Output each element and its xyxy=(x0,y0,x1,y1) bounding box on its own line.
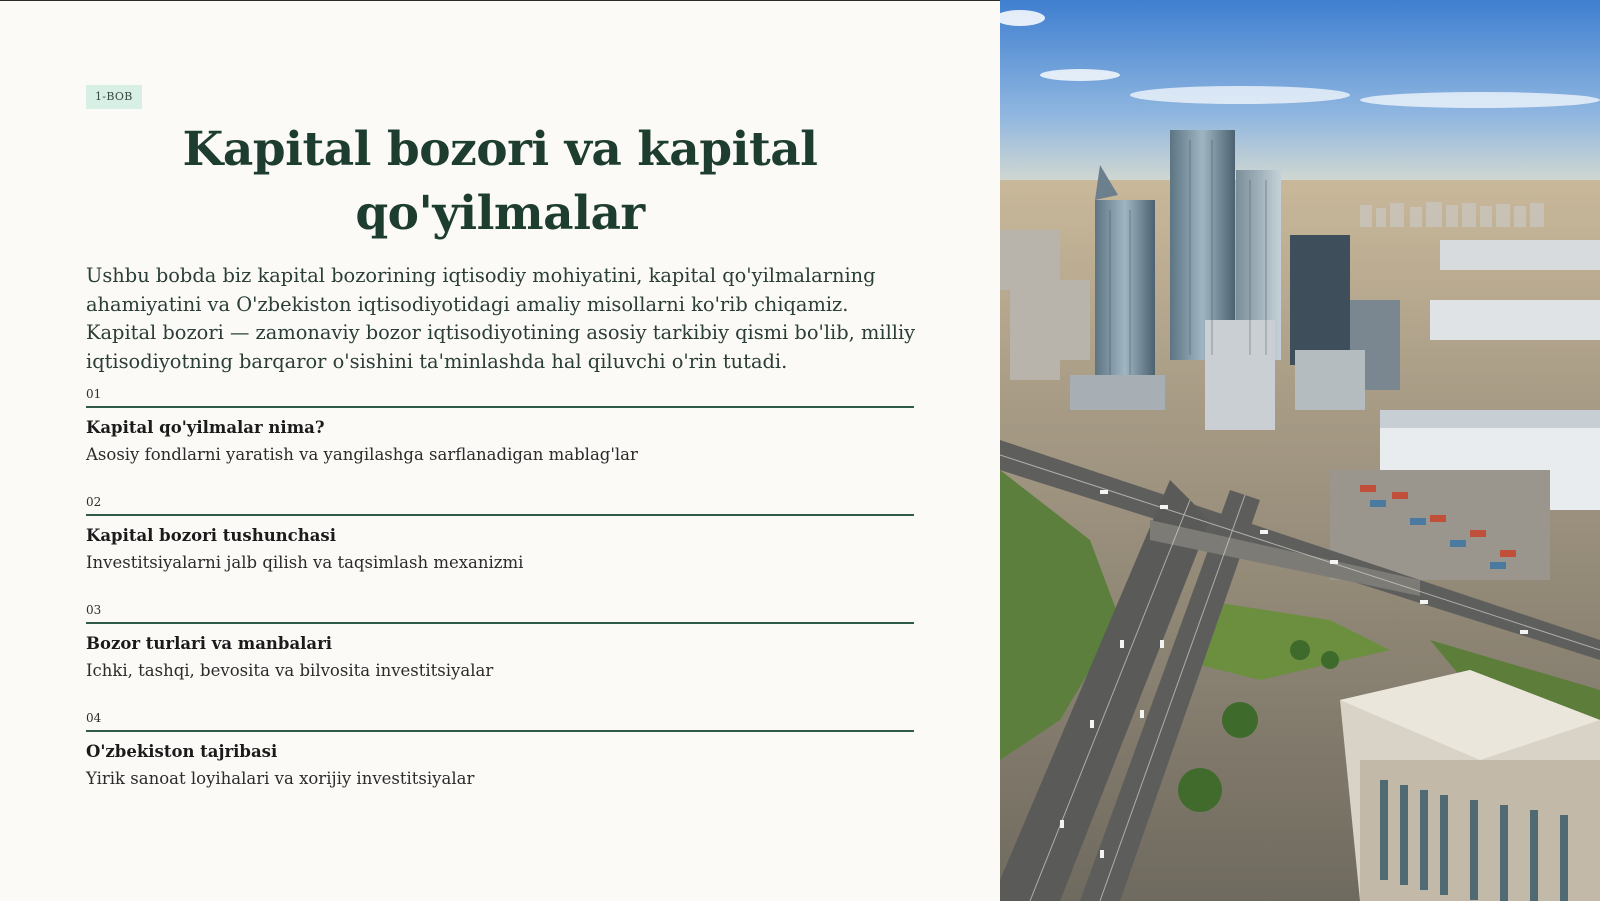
item-number: 01 xyxy=(86,387,102,401)
list-item xyxy=(86,600,914,683)
title-line-2: qo'yilmalar xyxy=(355,186,645,241)
item-title: Kapital bozori tushunchasi xyxy=(86,526,336,545)
city-aerial-photo xyxy=(1000,0,1600,901)
item-description: Investitsiyalarni jalb qilish va taqsimlash mexanizmi xyxy=(86,553,524,572)
divider xyxy=(86,406,914,408)
page-title xyxy=(86,118,914,246)
intro-paragraph: Ushbu bobda biz kapital bozorining iqtisodiy mohiyatini, kapital qo'yilmalarning ahamiyatini va O'zbekiston iqtisodiyotidagi amaliy misollarni ko'rib chiqamiz. Kapital bozori — zamonaviy bozor iqtisodiyotining asosiy tarkibiy qismi bo'lib, milliy iqtisodiyotning barqaror o'sishini ta'minlashda hal qiluvchi o'rin tutadi. xyxy=(86,264,916,373)
item-title: O'zbekiston tajribasi xyxy=(86,742,278,761)
item-description: Ichki, tashqi, bevosita va bilvosita investitsiyalar xyxy=(86,661,494,680)
chapter-badge: 1-BOB xyxy=(86,85,142,109)
item-description: Yirik sanoat loyihalari va xorijiy investitsiyalar xyxy=(86,769,475,788)
item-title: Kapital qo'yilmalar nima? xyxy=(86,418,325,437)
item-title: Bozor turlari va manbalari xyxy=(86,634,333,653)
item-description: Asosiy fondlarni yaratish va yangilashga sarflanadigan mablag'lar xyxy=(86,445,638,464)
divider xyxy=(86,730,914,732)
list-item xyxy=(86,384,914,467)
item-number: 02 xyxy=(86,495,102,509)
item-number: 04 xyxy=(86,711,102,725)
list-item xyxy=(86,492,914,575)
item-number: 03 xyxy=(86,603,102,617)
divider xyxy=(86,514,914,516)
divider xyxy=(86,622,914,624)
title-line-1: Kapital bozori va kapital xyxy=(182,122,818,177)
list-item xyxy=(86,708,914,791)
